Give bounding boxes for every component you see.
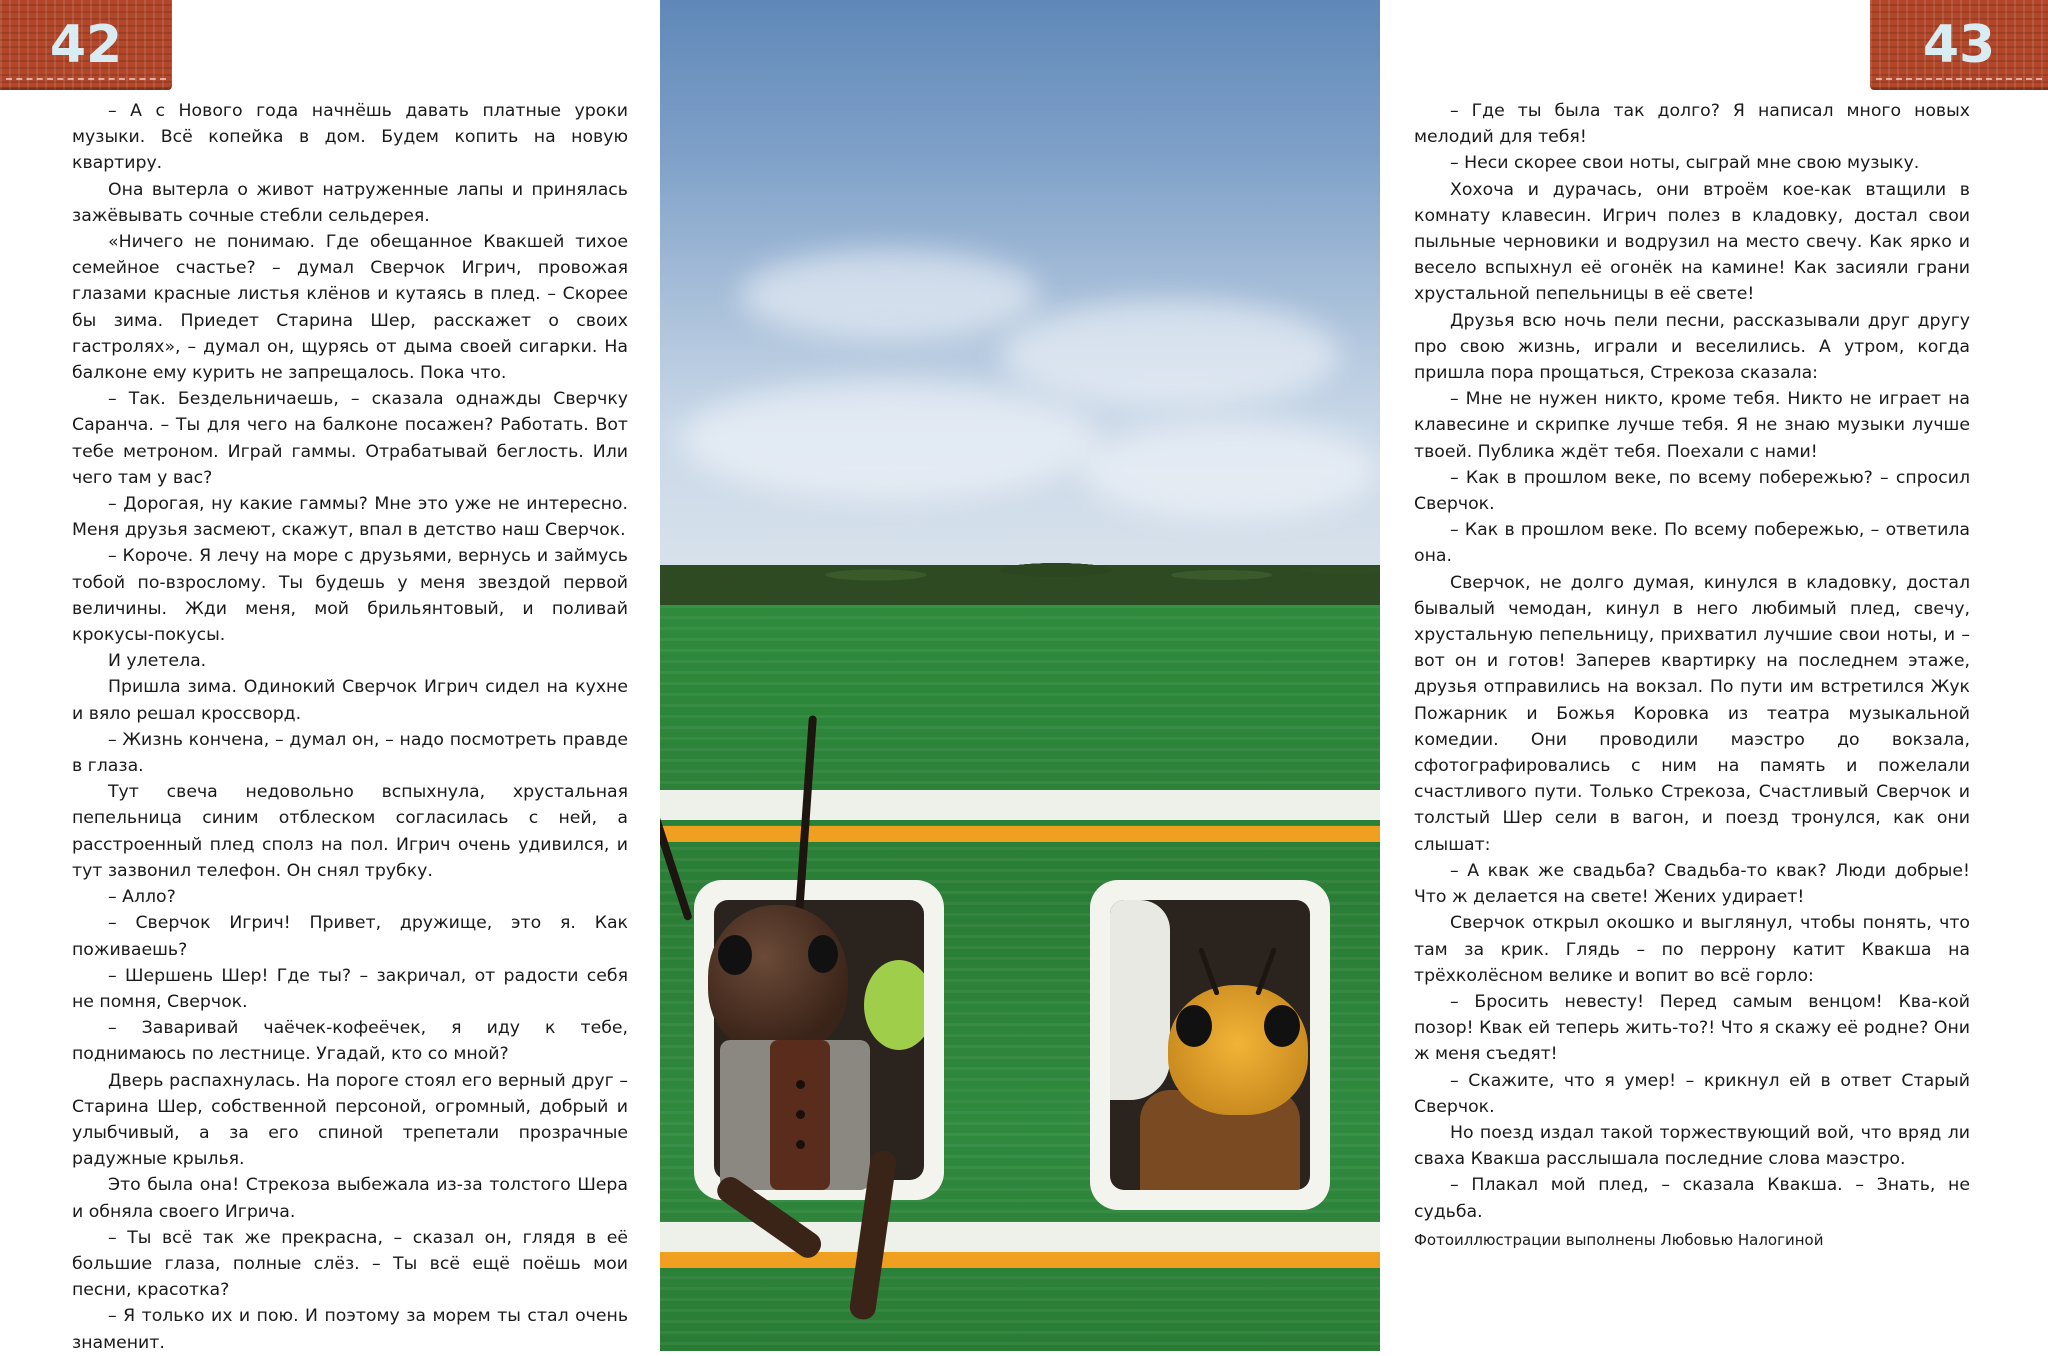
paragraph: – Дорогая, ну какие гаммы? Мне это уже не интересно. Меня друзья засмеют, скажут, впал в детство наш Сверчок. — [72, 494, 628, 541]
photo-cloud — [1000, 300, 1340, 410]
paragraph: – Так. Бездельничаешь, – сказала однажды Сверчку Саранча. – Ты для чего на балконе посажен? Работать. Вот тебе метроном. Играй гаммы. Отрабатывай беглость. Или чего там у вас? — [72, 389, 628, 488]
photo-green-toy — [864, 960, 924, 1050]
paragraph: Дверь распахнулась. На пороге стоял его верный друг – Старина Шер, собственной персоной, огромный, добрый и улыбчивый, а за его спиной трепетали прозрачные радужные крылья. — [72, 1070, 628, 1170]
paragraph: – Сверчок Игрич! Привет, дружище, это я. Как поживаешь? — [72, 913, 628, 960]
page-number-right-tag — [1870, 0, 2048, 90]
photo-bee-eye — [1176, 1005, 1212, 1047]
paragraph: Но поезд издал такой торжествующий вой, что вряд ли сваха Квакша расслышала последние слова маэстро. — [1414, 1122, 1970, 1170]
paragraph: – Где ты была так долго? Я написал много новых мелодий для тебя! — [1414, 101, 1970, 148]
paragraph: Это была она! Стрекоза выбежала из-за толстого Шера и обняла своего Игрича. — [72, 1175, 628, 1222]
paragraph: – Бросить невесту! Перед самым венцом! Ква-кой позор! Квак ей теперь жить-то?! Что я скажу её родне? Они ж меня съедят! — [1414, 991, 1970, 1065]
right-text-column — [1414, 98, 1970, 1225]
paragraph: Пришла зима. Одинокий Сверчок Игрич сидел на кухне и вяло решал кроссворд. — [72, 677, 628, 724]
tag-stitch-decoration — [6, 78, 166, 80]
paragraph: Сверчок, не долго думая, кинулся в кладовку, достал бывалый чемодан, кинул в него любимый плед, свечу, хрустальную пепельницу, прихватил лучшие свои ноты, и – вот он и готов! Заперев квартирку на последнем этаже, друзья отправились на вокзал. По пути им встретился Жук Пожарник и Божья Коровка из театра музыкальной комедии. Они проводили маэстро до вокзала, сфотографировались с ним на память и пожелали счастливого пути. Только Стрекоза, Счастливый Сверчок и толстый Шер сели в вагон, и поезд тронулся, как они слышат: — [1414, 572, 1970, 855]
photo-cricket-eye — [808, 935, 838, 973]
paragraph: – Заваривай чаёчек-кофеёчек, я иду к тебе, поднимаюсь по лестнице. Угадай, кто со мной? — [72, 1018, 628, 1065]
page-number-left-tag — [0, 0, 172, 90]
paragraph: – Как в прошлом веке. По всему побережью, – ответила она. — [1414, 520, 1970, 567]
photo-orange-stripe — [660, 1252, 1380, 1268]
paragraph: – Алло? — [108, 887, 176, 908]
left-text-column — [72, 98, 628, 1356]
photo-cloud — [740, 250, 1040, 340]
paragraph: – Ты всё так же прекрасна, – сказал он, глядя в её большие глаза, полные слёз. – Ты всё ещё поёшь мои песни, красотка? — [72, 1227, 628, 1301]
paragraph: – Неси скорее свои ноты, сыграй мне свою музыку. — [1450, 153, 1920, 174]
photo-vest-button — [796, 1080, 805, 1089]
paragraph: «Ничего не понимаю. Где обещанное Квакшей тихое семейное счастье? – думал Сверчок Игрич, провожая глазами красные листья клёнов и кутаясь в плед. – Скорее бы зима. Приедет Старина Шер, расскажет о своих гастролях», – думал он, щурясь от дыма своей сигарки. На балконе ему курить не запрещалось. Пока что. — [72, 232, 628, 384]
illustration-photo — [660, 0, 1380, 1351]
page-number-right: 43 — [1922, 15, 1996, 75]
paragraph: – Я только их и пою. И поэтому за морем ты стал очень знаменит. — [72, 1306, 628, 1353]
paragraph: Друзья всю ночь пели песни, рассказывали друг другу про свою жизнь, играли и веселились. А утром, когда пришла пора прощаться, Стрекоза сказала: — [1414, 310, 1970, 384]
photo-cloud — [1080, 420, 1380, 520]
paragraph: Хохоча и дурачась, они втроём кое-как втащили в комнату клавесин. Игрич полез в кладовку, достал свои пыльные черновики и водрузил на место свечу. Как ярко и весело вспыхнул её огонёк на камине! Как засияли грани хрустальной пепельницы в её свете! — [1414, 179, 1970, 305]
photo-vest-button — [796, 1110, 805, 1119]
photo-bee-eye — [1264, 1005, 1300, 1047]
photo-window-curtain — [1110, 900, 1170, 1100]
paragraph: – Короче. Я лечу на море с друзьями, вернусь и займусь тобой по-взрослому. Ты будешь у меня звездой первой величины. Жди меня, мой брильянтовый, и поливай крокусы-покусы. — [72, 546, 628, 646]
photo-vest-button — [796, 1140, 805, 1149]
paragraph: – Как в прошлом веке, по всему побережью? – спросил Сверчок. — [1414, 467, 1970, 515]
tag-stitch-decoration — [1876, 78, 2042, 80]
photo-credit: Фотоиллюстрации выполнены Любовью Налогиной — [1414, 1231, 1824, 1249]
paragraph: – Шершень Шер! Где ты? – закричал, от радости себя не помня, Сверчок. — [72, 965, 628, 1012]
photo-cricket-head — [708, 905, 848, 1055]
page-number-left: 42 — [49, 15, 123, 75]
photo-cricket-eye — [718, 935, 752, 975]
photo-bee-head — [1168, 985, 1308, 1115]
photo-white-stripe — [660, 790, 1380, 820]
paragraph: Сверчок открыл окошко и выглянул, чтобы понять, что там за крик. Глядь – по перрону катит Квакша на трёхколёсном велике и вопит во всё горло: — [1414, 913, 1970, 986]
paragraph: Она вытерла о живот натруженные лапы и принялась зажёвывать сочные стебли сельдерея. — [72, 179, 628, 226]
paragraph: Тут свеча недовольно вспыхнула, хрустальная пепельница синим отблеском согласилась с ней, а расстроенный плед сполз на пол. Игрич очень удивился, и тут зазвонил телефон. Он снял трубку. — [72, 782, 628, 881]
photo-orange-stripe — [660, 826, 1380, 842]
photo-cloud — [680, 380, 1100, 500]
paragraph: – Плакал мой плед, – сказала Квакша. – Знать, не судьба. — [1414, 1175, 1970, 1222]
paragraph: – Скажите, что я умер! – крикнул ей в ответ Старый Сверчок. — [1414, 1070, 1970, 1117]
paragraph: – А с Нового года начнёшь давать платные уроки музыки. Всё копейка в дом. Будем копить на новую квартиру. — [72, 101, 628, 174]
paragraph: – А квак же свадьба? Свадьба-то квак? Люди добрые! Что ж делается на свете! Жених удирает! — [1414, 860, 1970, 908]
paragraph: И улетела. — [108, 651, 207, 672]
paragraph: – Мне не нужен никто, кроме тебя. Никто не играет на клавесине и скрипке лучше тебя. Я не знаю музыки лучше твоей. Публика ждёт тебя. Поехали с нами! — [1414, 389, 1970, 462]
paragraph: – Жизнь кончена, – думал он, – надо посмотреть правде в глаза. — [72, 729, 628, 777]
